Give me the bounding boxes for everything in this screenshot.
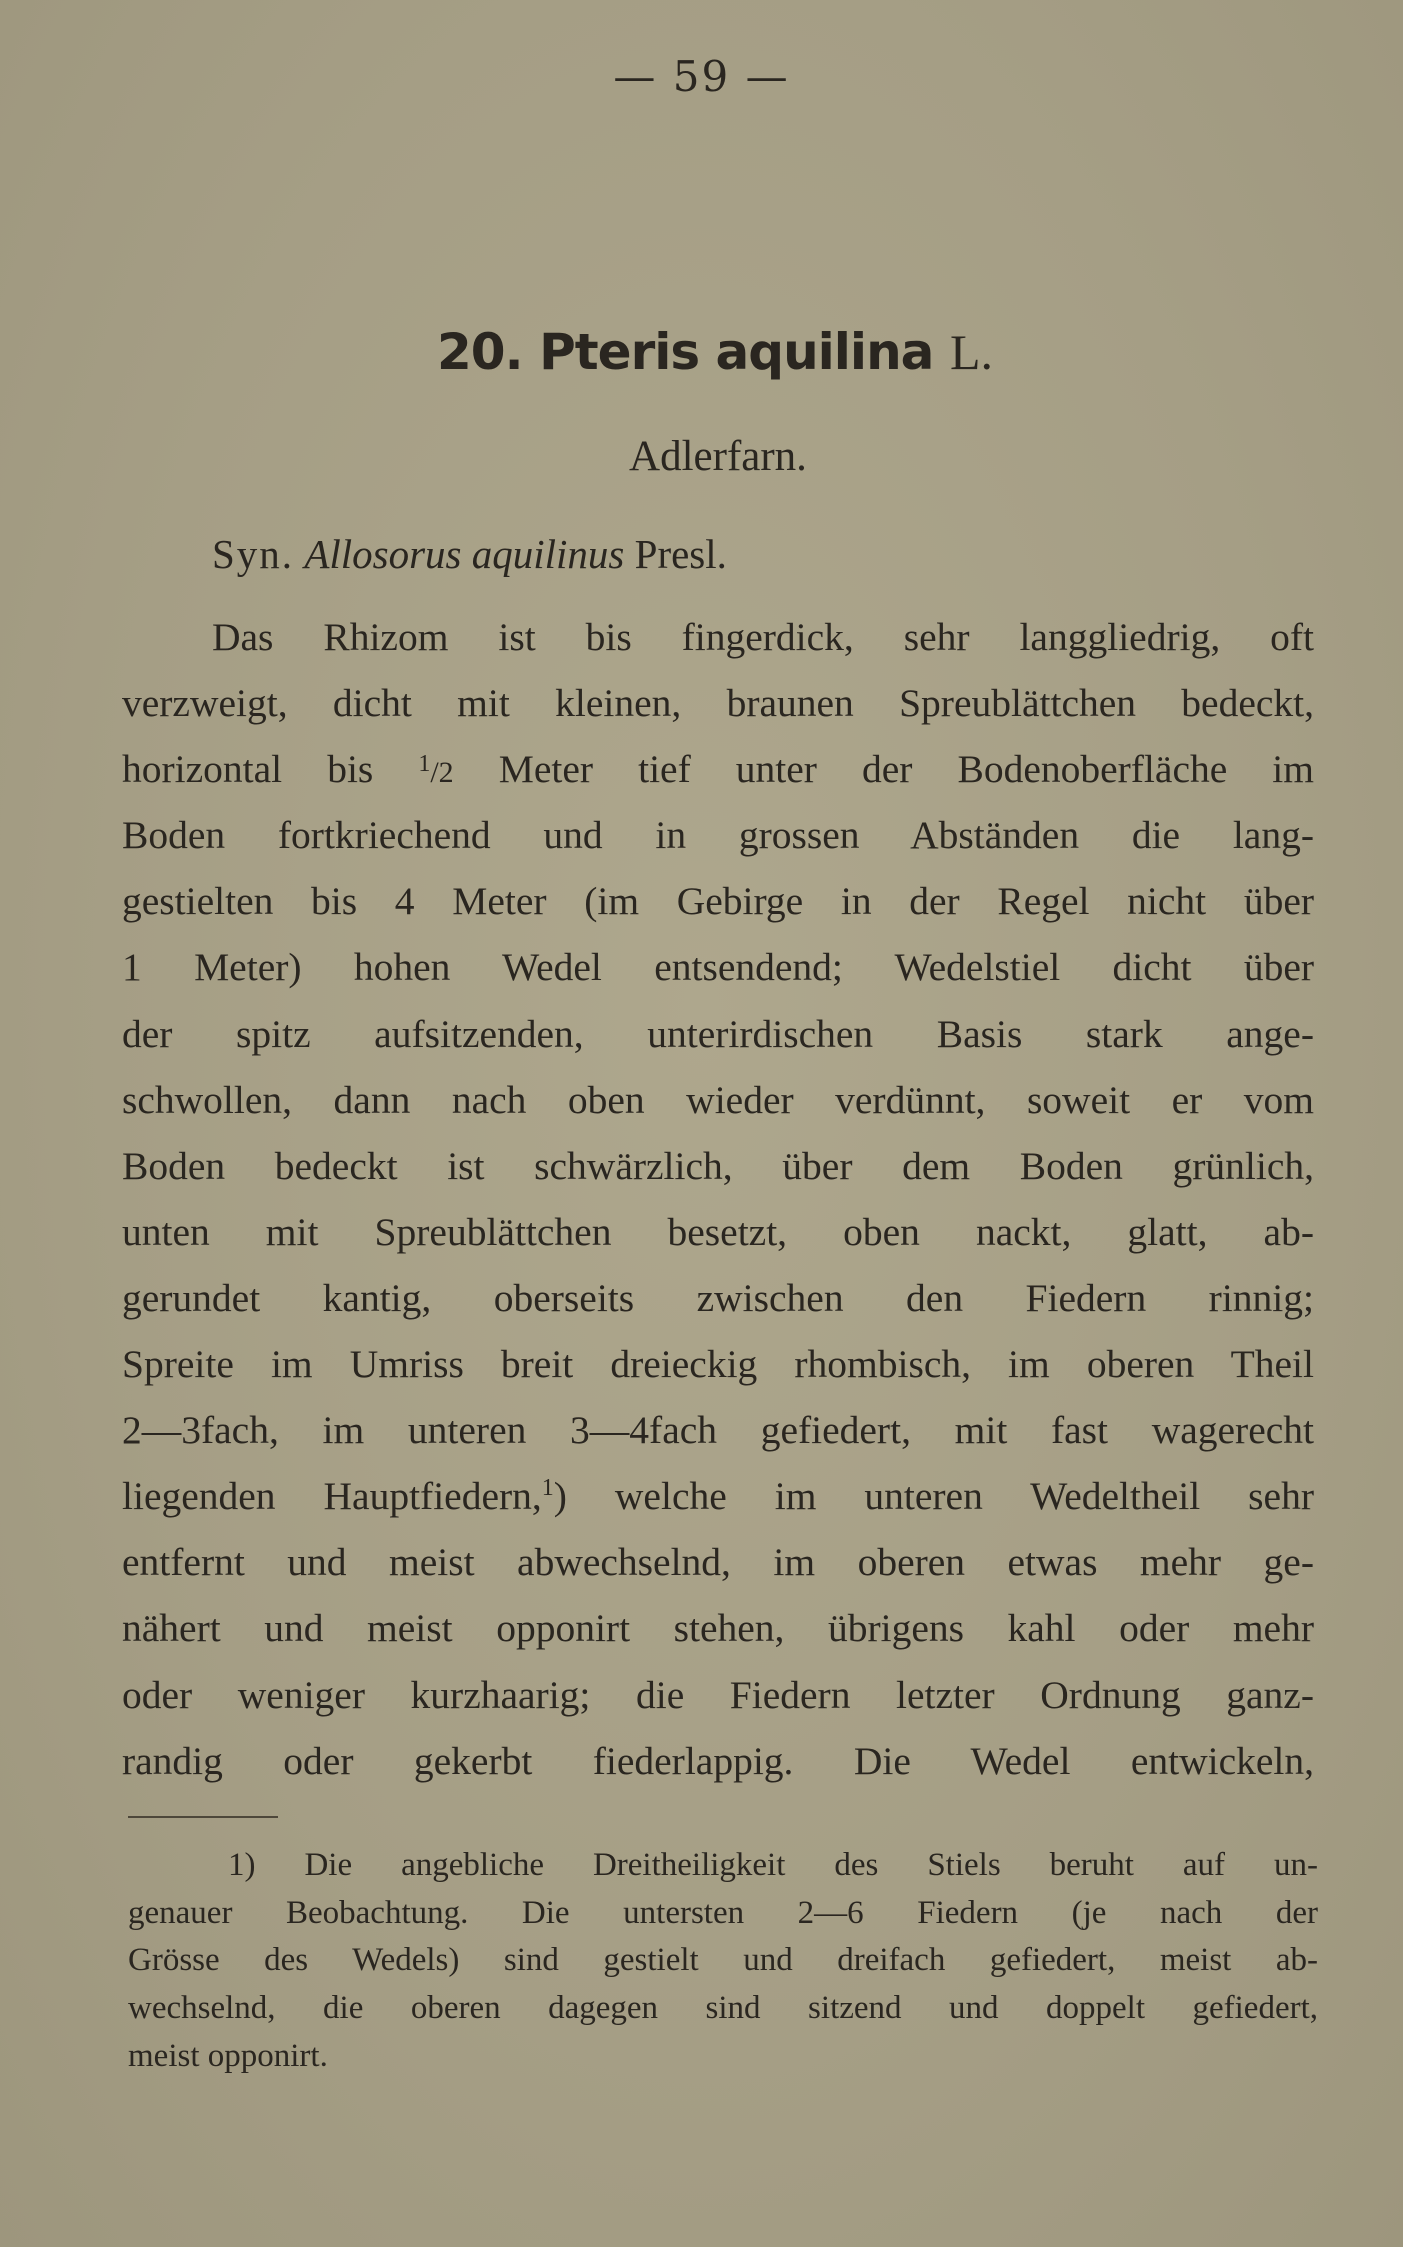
- footnote: [128, 1842, 1318, 2080]
- text-line: 2—3fach, im unteren 3—4fach gefiedert, mit fast wagerecht: [122, 1408, 1314, 1453]
- text-line: gerundet kantig, oberseits zwischen den Fiedern rinnig;: [122, 1275, 1314, 1320]
- text-fragment: liegenden Hauptfiedern,: [122, 1474, 542, 1519]
- text-line: Spreite im Umriss breit dreieckig rhombisch, im oberen Theil: [122, 1342, 1314, 1387]
- text-line: verzweigt, dicht mit kleinen, braunen Spreublättchen bedeckt,: [122, 681, 1314, 726]
- text-line: oder weniger kurzhaarig; die Fiedern letzter Ordnung ganz-: [122, 1672, 1314, 1717]
- synonym-line: [212, 530, 727, 578]
- text-line: randig oder gekerbt fiederlappig. Die Wedel entwickeln,: [122, 1738, 1314, 1783]
- text-line: unten mit Spreublättchen besetzt, oben nackt, glatt, ab-: [122, 1209, 1314, 1254]
- text-line: Boden fortkriechend und in grossen Abständen die lang-: [122, 813, 1314, 858]
- synonym-author: Presl.: [634, 531, 727, 577]
- text-line: nähert und meist opponirt stehen, übrigens kahl oder mehr: [122, 1606, 1314, 1651]
- fraction-half: [418, 751, 454, 790]
- fraction-denominator: /2: [430, 756, 454, 790]
- species-name: Pteris aquilina: [539, 323, 934, 381]
- common-name: Adlerfarn.: [629, 433, 807, 480]
- synonym-name: Allosorus aquilinus: [304, 531, 625, 577]
- text-line: entfernt und meist abwechselnd, im oberen etwas mehr ge-: [122, 1540, 1314, 1585]
- footnote-line: meist opponirt.: [128, 2037, 328, 2074]
- footnote-reference: 1: [541, 1475, 554, 1502]
- synonym-label: Syn.: [212, 531, 295, 577]
- footnote-divider: [128, 1816, 278, 1818]
- text-line: schwollen, dann nach oben wieder verdünnt, soweit er vom: [122, 1077, 1314, 1122]
- text-line: der spitz aufsitzenden, unterirdischen Basis stark ange-: [122, 1011, 1314, 1056]
- species-heading: [0, 322, 1403, 382]
- fraction-numerator: 1: [418, 751, 431, 778]
- species-number: 20.: [437, 323, 523, 381]
- text-line: [122, 1463, 1314, 1529]
- text-fragment: Meter tief unter der Bodenoberfläche im: [498, 747, 1314, 792]
- text-fragment: ) welche im unteren Wedeltheil sehr: [553, 1474, 1314, 1519]
- text-line: Boden bedeckt ist schwärzlich, über dem Boden grünlich,: [122, 1143, 1314, 1188]
- text-line: 1 Meter) hohen Wedel entsendend; Wedelstiel dicht über: [122, 945, 1314, 990]
- species-author: L.: [949, 324, 993, 380]
- footnote-line: 1) Die angebliche Dreitheiligkeit des Stiels beruht auf un-: [228, 1847, 1318, 1883]
- page-number: — 59 —: [613, 52, 790, 101]
- footnote-line: Grösse des Wedels) sind gestielt und dreifach gefiedert, meist ab-: [128, 1942, 1318, 1979]
- text-line: gestielten bis 4 Meter (im Gebirge in der Regel nicht über: [122, 879, 1314, 924]
- description-paragraph: [122, 604, 1314, 1794]
- text-line: [122, 736, 1314, 802]
- footnote-line: genauer Beobachtung. Die untersten 2—6 Fiedern (je nach der: [128, 1894, 1318, 1931]
- text-fragment: horizontal bis: [122, 747, 374, 792]
- text-line: Das Rhizom ist bis fingerdick, sehr langgliedrig, oft: [212, 615, 1314, 659]
- footnote-line: wechselnd, die oberen dagegen sind sitzend und doppelt gefiedert,: [128, 1990, 1318, 2027]
